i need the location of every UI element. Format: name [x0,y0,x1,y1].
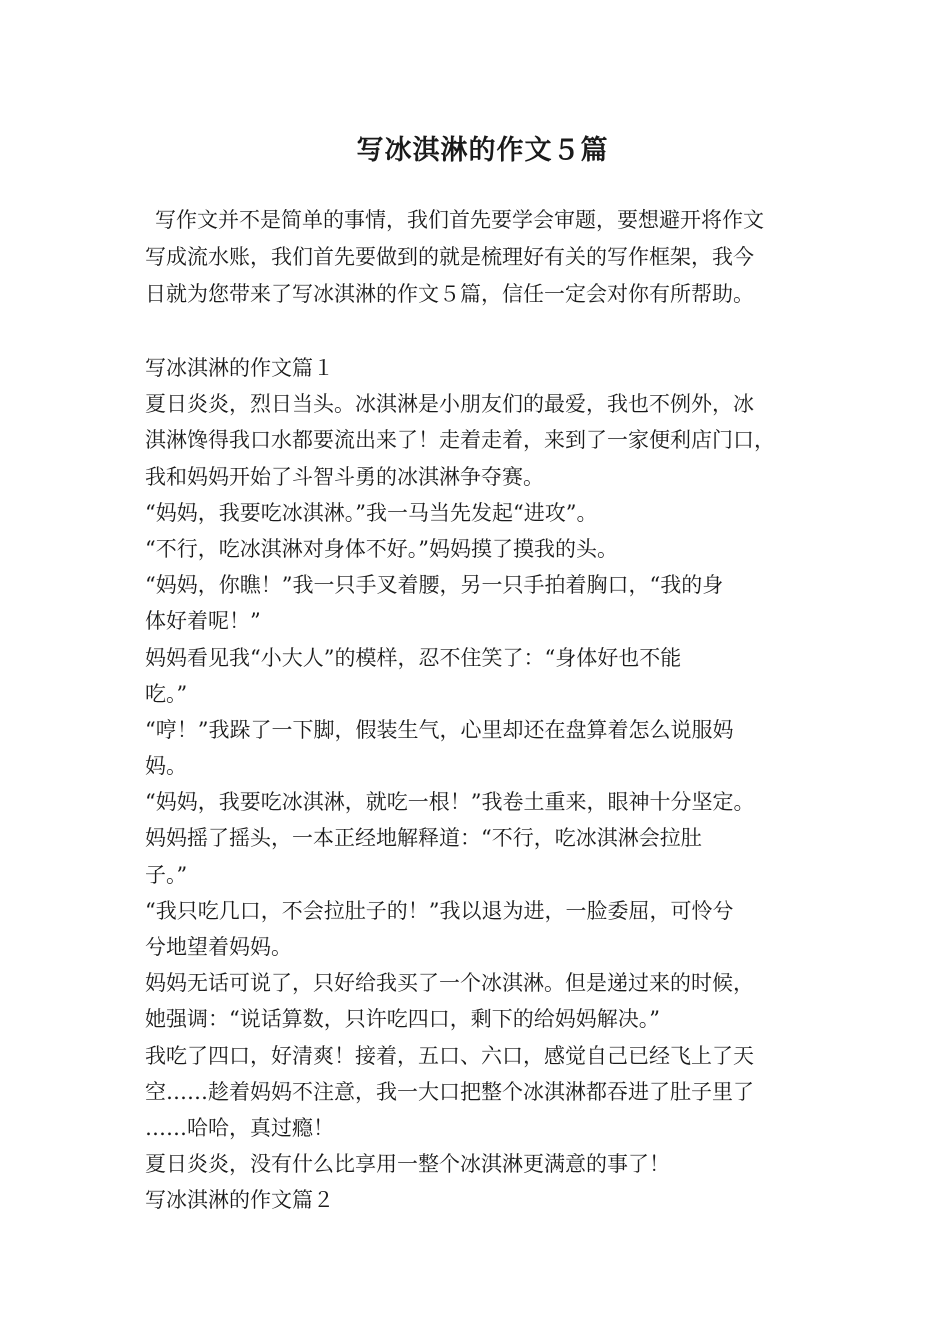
body-line: 妈妈摇了摇头，一本正经地解释道：“不行，吃冰淇淋会拉肚 [145,826,702,851]
document-title: 写冰淇淋的作文５篇 [356,135,609,166]
body-line: 写冰淇淋的作文篇２ [145,1188,334,1213]
body-line: “妈妈，你瞧！”我一只手叉着腰，另一只手拍着胸口，“我的身 [145,573,724,598]
body-line: 兮地望着妈妈。 [145,935,292,959]
body-line: 她强调：“说话算数，只许吃四口，剩下的给妈妈解决。” [145,1007,660,1032]
body-line: “哼！”我跺了一下脚，假装生气，心里却还在盘算着怎么说服妈 [145,717,734,742]
paragraph-spacer [145,313,820,350]
essay-body [145,350,820,1219]
body-line: 妈妈无话可说了，只好给我买了一个冰淇淋。但是递过来的时候， [145,971,754,996]
body-line: “我只吃几口，不会拉肚子的！”我以退为进，一脸委屈，可怜兮 [145,898,734,923]
body-line: 我吃了四口，好清爽！接着，五口、六口，感觉自己已经飞上了天 [145,1043,754,1068]
body-line: 空……趁着妈妈不注意，我一大口把整个冰淇淋都吞进了肚子里了 [145,1079,754,1104]
body-line: 夏日炎炎，没有什么比享用一整个冰淇淋更满意的事了！ [145,1152,670,1177]
body-line: 妈。 [145,754,187,779]
intro-line: 写作文并不是简单的事情，我们首先要学会审题，要想避开将作文 [155,208,764,232]
body-line: “不行，吃冰淇淋对身体不好。”妈妈摸了摸我的头。 [145,536,618,561]
body-line: “妈妈，我要吃冰淇淋，就吃一根！”我卷土重来，眼神十分坚定。 [145,790,755,815]
body-line: 体好着呢！” [145,609,261,634]
body-line: 子。” [145,862,188,887]
intro-paragraph [145,202,820,313]
intro-line: 日就为您带来了写冰淇淋的作文５篇，信任一定会对你有所帮助。 [145,282,754,306]
body-line: 夏日炎炎，烈日当头。冰淇淋是小朋友们的最爱，我也不例外，冰 [145,392,754,417]
intro-line: 写成流水账，我们首先要做到的就是梳理好有关的写作框架，我今 [145,245,754,269]
body-line: 写冰淇淋的作文篇１ [145,356,334,380]
body-line: 我和妈妈开始了斗智斗勇的冰淇淋争夺赛。 [145,464,544,489]
body-line: “妈妈，我要吃冰淇淋。”我一马当先发起“进攻”。 [145,500,598,525]
body-line: 吃。” [145,681,188,706]
body-line: 妈妈看见我“小大人”的模样，忍不住笑了：“身体好也不能 [145,645,682,670]
body-line: 淇淋馋得我口水都要流出来了！走着走着，来到了一家便利店门口， [145,428,775,453]
body-line: ……哈哈，真过瘾！ [145,1115,334,1140]
